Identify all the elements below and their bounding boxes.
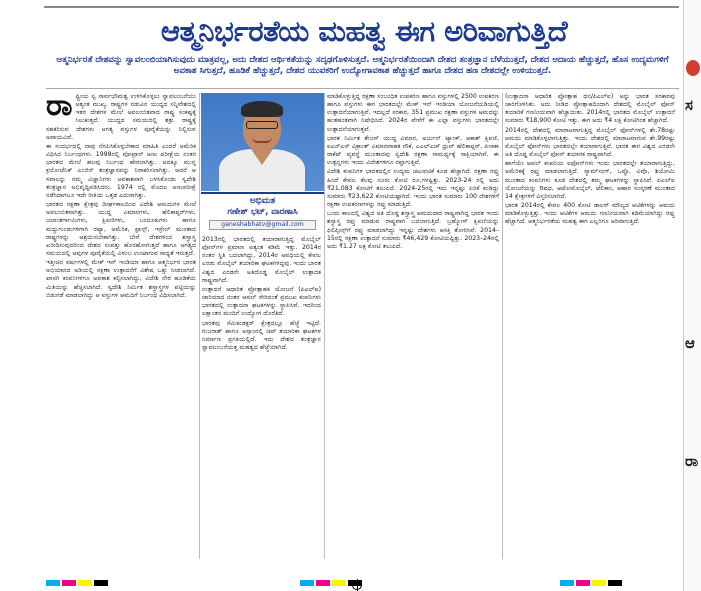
print-color-bar	[0, 578, 701, 588]
column-divider	[324, 93, 325, 559]
article-column-2	[202, 236, 321, 558]
adjacent-article-red-graphic	[686, 60, 700, 76]
swatch-magenta	[576, 580, 590, 586]
article-column-3	[327, 93, 499, 559]
swatch-cyan	[300, 580, 314, 586]
column-divider	[502, 93, 503, 559]
author-email[interactable]: ganeshabhatv@gmail.com	[209, 220, 316, 230]
paragraph: ಹಾಗೆಯೇ ಆಪಲ್ ಕಂಪನಿಯ ಐಫೋನ್‌ಗಳು ಇಂದು ಭಾರತದಲ್ಲೇ ತಯಾರಾಗುತ್ತಿದ್ದು, ಅಮೆರಿಕಕ್ಕೆ ರಫ್ತು ಮಾಡಲಾಗುತ್ತಿದೆ. ಸ್ಯಾಮ್‌ಸಂಗ್, ಒಪ್ಪೊ, ವಿವೊ, ಶಿಯೋಮಿ ಮುಂತಾದ ಕಂಪನಿಗಳು ಕೂಡ ದೇಶದಲ್ಲಿ ತಮ್ಮ ಘಟಕಗಳನ್ನು ಸ್ಥಾಪಿಸಿವೆ. ಪಿಎಲ್‌ಐ ಯೋಜನೆಯನ್ನು ಔಷಧ, ಆಟೋಮೊಬೈಲ್, ಟೆಲಿಕಾಂ, ಆಹಾರ ಸಂಸ್ಕರಣೆ ಮುಂತಾದ 14 ಕ್ಷೇತ್ರಗಳಿಗೆ ವಿಸ್ತರಿಸಲಾಗಿದೆ.	[505, 160, 675, 200]
article-column-1	[46, 93, 196, 559]
paragraph: ಭಾರತ 2014ರಲ್ಲಿ ಕೇವಲ 400 ಕೋಟಿ ಡಾಲರ್ ಮೌಲ್ಯದ ಆಟಿಕೆಗಳನ್ನು ಆಮದು ಮಾಡಿಕೊಳ್ಳುತ್ತಿತ್ತು. ಇಂದು ಆಟಿಕೆಗಳ ಆಮದು ಗಣನೀಯವಾಗಿ ಕಡಿಮೆಯಾಗಿದ್ದು ರಫ್ತು ಹೆಚ್ಚಾಗಿದೆ. ಆತ್ಮನಿರ್ಭರತೆಯ ಮಹತ್ವ ಈಗ ಎಲ್ಲರಿಗೂ ಅರಿವಾಗುತ್ತಿದೆ.	[505, 202, 675, 226]
swatch-magenta	[316, 580, 330, 586]
article-deck: ಆತ್ಮನಿರ್ಭರತೆ ದೇಶವನ್ನು ಸ್ವಾವಲಂಬಿಯಾಗಿಸುವುದು ಮಾತ್ರವಲ್ಲ, ಅದು ದೇಶದ ಆರ್ಥಿಕತೆಯನ್ನು ಸದೃಢಗೊಳಿಸುತ್ತದೆ. ಆತ್ಮನಿರ್ಭರತೆಯಿಂದಾಗಿ ದೇಶದ ತಂತ್ರಜ್ಞಾನ ಬೆಳೆಯುತ್ತದೆ, ದೇಶದ ಆದಾಯ ಹೆಚ್ಚುತ್ತದೆ, ಹೊಸ ಉದ್ಯಮಗಳಿಗೆ ಅವಕಾಶ ಸಿಗುತ್ತದೆ, ಹೂಡಿಕೆ ಹೆಚ್ಚುತ್ತದೆ, ದೇಶದ ಯುವಕರಿಗೆ ಉದ್ಯೋಗಾವಕಾಶ ಹೆಚ್ಚುತ್ತದೆ ಹಾಗೂ ದೇಶದ ಹಣ ದೇಶದಲ್ಲೇ ಉಳಿಯುತ್ತದೆ.	[56, 55, 669, 76]
paragraph: 2013ರಲ್ಲಿ ಭಾರತದಲ್ಲಿ ತಯಾರಾಗುತ್ತಿದ್ದ ಮೊಬೈಲ್ ಫೋನ್‌ಗಳ ಪ್ರಮಾಣ ಅತ್ಯಂತ ಕಡಿಮೆ ಇತ್ತು. 2014ರ ನಂತರ ಸ್ಥಿತಿ ಬದಲಾಗಿದ್ದು, 2014ರ ಅವಧಿಯಲ್ಲಿ ಕೇವಲ ಎರಡು ಮೊಬೈಲ್ ತಯಾರಿಕಾ ಘಟಕಗಳಿದ್ದವು. ಇಂದು ಭಾರತ ವಿಶ್ವದ ಎರಡನೇ ಅತಿದೊಡ್ಡ ಮೊಬೈಲ್ ಉತ್ಪಾದಕ ರಾಷ್ಟ್ರವಾಗಿದೆ.	[202, 236, 321, 284]
author-photo-hairline	[241, 101, 283, 117]
adjacent-text	[684, 114, 701, 334]
swatch-black	[608, 580, 622, 586]
adjacent-heading: ಆ	[685, 334, 695, 352]
author-photo-glasses	[246, 121, 278, 129]
swatch-yellow	[332, 580, 346, 586]
paragraph: ಷ್ಟ್ರೀಯ ಸ್ವ ಸಾರ್ವಭೌಮತ್ವ ಉಳಿಸಿಕೊಳ್ಳಲು ಸ್ವಾವಲಂಬನೆಯು ಅತ್ಯಂತ ಮುಖ್ಯ. ರಾಷ್ಟ್ರಗಳ ನಡುವಿನ ಯುದ್ಧದ ಸನ್ನಿವೇಶದಲ್ಲಿ ಇತರ ದೇಶಗಳ ಮೇಲೆ ಅವಲಂಬಿತವಾದ ರಾಷ್ಟ್ರ ಸಂಕಷ್ಟಕ್ಕೆ ಸಿಲುಕುತ್ತದೆ. ಯುದ್ಧದ ಸಮಯದಲ್ಲಿ ಶತ್ರು ರಾಷ್ಟ್ರಕ್ಕೆ ಸಹಕರಿಸುವ ದೇಶಗಳು ಅಗತ್ಯ ವಸ್ತುಗಳ ಪೂರೈಕೆಯನ್ನು ನಿಲ್ಲಿಸುವ ಅಪಾಯವಿದೆ.	[46, 93, 196, 141]
paragraph: 2014ರಲ್ಲಿ ದೇಶದಲ್ಲಿ ಮಾರಾಟವಾಗುತ್ತಿದ್ದ ಮೊಬೈಲ್ ಫೋನ್‌ಗಳಲ್ಲಿ ಶೇ.78ರಷ್ಟು ಆಮದು ಮಾಡಿಕೊಳ್ಳಲಾಗುತ್ತಿತ್ತು. ಇಂದು ದೇಶದಲ್ಲಿ ಮಾರಾಟವಾಗುವ ಶೇ.99ರಷ್ಟು ಮೊಬೈಲ್ ಫೋನ್‌ಗಳು ಭಾರತದಲ್ಲೇ ತಯಾರಾಗುತ್ತಿವೆ. ಭಾರತ ಈಗ ವಿಶ್ವದ ಎರಡನೇ ಅತಿ ದೊಡ್ಡ ಮೊಬೈಲ್ ಫೋನ್ ತಯಾರಕ ರಾಷ್ಟ್ರವಾಗಿದೆ.	[505, 126, 675, 159]
headline: ಆತ್ಮನಿರ್ಭರತೆಯ ಮಹತ್ವ ಈಗ ಅರಿವಾಗುತ್ತಿದೆ	[160, 14, 568, 48]
registration-mark	[352, 580, 362, 590]
author-photo	[201, 93, 324, 191]
swatch-magenta	[62, 580, 76, 586]
paragraph: ಭಾರತದ ರಕ್ಷಣಾ ಕ್ಷೇತ್ರವು ದೀರ್ಘಕಾಲದಿಂದ ವಿದೇಶಿ ಆಮದುಗಳ ಮೇಲೆ ಅವಲಂಬಿತವಾಗಿತ್ತು. ಯುದ್ಧ ವಿಮಾನಗಳು, ಹೆಲಿಕಾಪ್ಟರ್‌ಗಳು, ಜಲಾಂತರ್ಗಾಮಿಗಳು, ಕ್ಷಿಪಣಿಗಳು, ಬಂದೂಕುಗಳು ಹಾಗೂ ಮದ್ದುಗುಂಡುಗಳಿಗಾಗಿ ರಷ್ಯಾ, ಅಮೆರಿಕ, ಫ್ರಾನ್ಸ್, ಇಸ್ರೇಲ್ ಮುಂತಾದ ರಾಷ್ಟ್ರಗಳನ್ನು ಆಶ್ರಯಿಸಬೇಕಾಗಿತ್ತು. ಬೇರೆ ದೇಶಗಳಿಂದ ಶಸ್ತ್ರಾಸ್ತ್ರ ಖರೀದಿಸುವುದರಿಂದ ದೇಶದ ಸಂಪತ್ತು ಹೊರಹೋಗುತ್ತದೆ ಹಾಗೂ ಅಗತ್ಯದ ಸಮಯದಲ್ಲಿ ಅವುಗಳ ಪೂರೈಕೆಯಲ್ಲಿ ವಿಳಂಬ ಉಂಟಾಗುವ ಸಾಧ್ಯತೆ ಇರುತ್ತದೆ.	[46, 201, 196, 257]
swatch-yellow	[592, 580, 606, 586]
adjacent-heading: ರಾ	[685, 452, 699, 470]
swatch-black	[94, 580, 108, 586]
deck-rule	[46, 88, 679, 89]
swatch-cyan	[560, 580, 574, 586]
swatch-yellow	[78, 580, 92, 586]
author-name: ಗಣೇಶ್ ಭಟ್, ವಾರಣಾಸಿ	[227, 207, 298, 217]
author-photo-smile	[252, 137, 272, 143]
paragraph: ಈ ಸಂದರ್ಭದಲ್ಲಿ ನಾವು ನೆನಪಿಸಿಕೊಳ್ಳಬೇಕಾದ ಮಾಹಿತಿ ಎಂದರೆ ಅಮೆರಿಕ ವಿಧಿಸಿದ ನಿರ್ಬಂಧಗಳು. 1998ರಲ್ಲಿ ಪೋಖ್ರಾನ್ ಅಣು ಪರೀಕ್ಷೆಯ ನಂತರ ಭಾರತದ ಮೇಲೆ ಹಲವು ನಿರ್ಬಂಧ ಹೇರಲಾಗಿತ್ತು. ಅದಕ್ಕೂ ಮುನ್ನ ಕ್ರಯೋಜೆನಿಕ್ ಎಂಜಿನ್ ತಂತ್ರಜ್ಞಾನವನ್ನು ನಿರಾಕರಿಸಲಾಗಿತ್ತು. ಆದರೆ ಆ ಸವಾಲನ್ನು ನಮ್ಮ ವಿಜ್ಞಾನಿಗಳು ಅವಕಾಶವಾಗಿ ಬಳಸಿಕೊಂಡು ಸ್ವದೇಶಿ ತಂತ್ರಜ್ಞಾನ ಅಭಿವೃದ್ಧಿಪಡಿಸಿದರು. 1974 ರಲ್ಲಿ ಮೊದಲ ಅಣುಪರೀಕ್ಷೆ ನಡೆಸಿದಾಗಲೂ ಇದೇ ರೀತಿಯ ಒತ್ತಡ ಎದುರಾಗಿತ್ತು.	[46, 142, 196, 199]
paragraph: ಭಾರತ ನಿರ್ಮಿತ ತೇಜಸ್ ಯುದ್ಧ ವಿಮಾನ, ಅರ್ಜುನ್ ಟ್ಯಾಂಕ್, ಆಕಾಶ್ ಕ್ಷಿಪಣಿ, ಐಎನ್‌ಎಸ್ ವಿಕ್ರಾಂತ್ ವಿಮಾನವಾಹಕ ನೌಕೆ, ಎಎಲ್‌ಎಚ್ ಧ್ರುವ್ ಹೆಲಿಕಾಪ್ಟರ್, ಪಿನಾಕಾ ರಾಕೆಟ್ ವ್ಯವಸ್ಥೆ ಮುಂತಾದವು ಸ್ವದೇಶಿ ರಕ್ಷಣಾ ಸಾಮರ್ಥ್ಯಕ್ಕೆ ಸಾಕ್ಷಿಯಾಗಿವೆ. ಈ ಉತ್ಪನ್ನಗಳು ಇಂದು ವಿದೇಶಗಳಿಗೂ ರಫ್ತಾಗುತ್ತಿವೆ.	[327, 134, 499, 167]
paragraph: ಭಾರತವು ಸೆಮಿಕಂಡಕ್ಟರ್ ಕ್ಷೇತ್ರದಲ್ಲೂ ಹೆಜ್ಜೆ ಇಟ್ಟಿದೆ. ಗುಜರಾತ್ ಹಾಗೂ ಅಸ್ಸಾಂನಲ್ಲಿ ಚಿಪ್ ತಯಾರಿಕಾ ಘಟಕಗಳ ನಿರ್ಮಾಣ ಪ್ರಗತಿಯಲ್ಲಿದೆ. ಇದು ದೇಶದ ತಂತ್ರಜ್ಞಾನ ಸ್ವಾವಲಂಬನೆಯತ್ತ ಮಹತ್ವದ ಹೆಜ್ಜೆಯಾಗಿದೆ.	[202, 319, 321, 352]
paragraph: ವಿದೇಶಿ ಕಂಪನಿಗಳ ಭಾರತದಲ್ಲಿನ ಉದ್ಯಮ ಚಟುವಟಿಕೆ ಕೂಡ ಹೆಚ್ಚಾಗಿದೆ. ರಕ್ಷಣಾ ರಫ್ತು ಹಿಂದೆ ಕೇವಲ ಕೆಲವು ನೂರು ಕೋಟಿ ರೂ.ಗಳಷ್ಟಿತ್ತು. 2023-24 ರಲ್ಲಿ ಅದು ₹21,083 ಕೋಟಿಗೆ ತಲುಪಿದೆ. 2024-25ರಲ್ಲಿ ಇದು ಇನ್ನಷ್ಟು ಏರಿಕೆ ಕಂಡಿದ್ದು ಸುಮಾರು ₹23,622 ಕೋಟಿಯಷ್ಟಾಗಿದೆ. ಇಂದು ಭಾರತ ಸುಮಾರು 100 ದೇಶಗಳಿಗೆ ರಕ್ಷಣಾ ಉಪಕರಣಗಳನ್ನು ರಫ್ತು ಮಾಡುತ್ತಿದೆ.	[327, 168, 499, 209]
adjacent-heading: ಸ	[685, 96, 693, 114]
section-label: ಅಭಿಮತ	[201, 192, 324, 206]
adjacent-text	[684, 352, 701, 452]
paragraph: (ಉತ್ಪಾದನಾ ಆಧಾರಿತ ಪ್ರೋತ್ಸಾಹ ಧನ/ಪಿಎಲ್‌ಐ) ಅನ್ನು ಭಾರತ ಸರಕಾರವು ಜಾರಿಗೊಳಿಸಿತು. ಅದು ನೀಡಿದ ಪ್ರೋತ್ಸಾಹದಿಂದಾಗಿ ದೇಶದಲ್ಲಿ ಮೊಬೈಲ್ ಫೋನ್ ತಯಾರಿಕೆ ಗಣನೀಯವಾಗಿ ಹೆಚ್ಚಾಯಿತು. 2014ರಲ್ಲಿ ಭಾರತದ ಮೊಬೈಲ್ ಉತ್ಪಾದನೆ ಸುಮಾರು ₹18,900 ಕೋಟಿ ಇತ್ತು. ಈಗ ಅದು ₹4 ಲಕ್ಷ ಕೋಟಿಗಿಂತ ಹೆಚ್ಚಾಗಿದೆ.	[505, 93, 675, 125]
article-column-4	[505, 93, 675, 559]
paragraph: ಮಾಡಿಕೊಳ್ಳುತ್ತಿದ್ದ ರಕ್ಷಣಾ ಸಂಬಂಧಿತ ಉಪಕರಣ ಹಾಗೂ ವಸ್ತುಗಳಲ್ಲಿ 2500 ಉಪಕರಣ ಹಾಗೂ ವಸ್ತುಗಳು ಈಗ ಭಾರತದಲ್ಲೇ ಮೇಕ್ ಇನ್ ಇಂಡಿಯಾ ಯೋಜನೆಯಡಿಯಲ್ಲಿ ಉತ್ಪಾದನೆಯಾಗುತ್ತಿವೆ. ಇದಲ್ಲದೆ ಸರಕಾರ, 351 ಪ್ರಮುಖ ರಕ್ಷಣಾ ವಸ್ತುಗಳ ಆಮದನ್ನು ಹಂತಹಂತವಾಗಿ ನಿಷೇಧಿಸಿದೆ. 2024ರ ವೇಳೆಗೆ ಈ ಎಲ್ಲಾ ವಸ್ತುಗಳು ಭಾರತದಲ್ಲೇ ಉತ್ಪಾದನೆಯಾಗುತ್ತವೆ.	[327, 93, 499, 133]
author-box	[201, 93, 324, 231]
column-divider	[199, 93, 200, 559]
drop-cap: ರಾ	[46, 93, 73, 123]
paragraph: ಇತ್ತೀಚಿನ ವರ್ಷಗಳಲ್ಲಿ ಮೇಕ್ ಇನ್ ಇಂಡಿಯಾ ಹಾಗೂ ಆತ್ಮನಿರ್ಭರ ಭಾರತ ಅಭಿಯಾನದ ಅಡಿಯಲ್ಲಿ ರಕ್ಷಣಾ ಉತ್ಪಾದನೆಗೆ ವಿಶೇಷ ಒತ್ತು ನೀಡಲಾಗಿದೆ. ಖಾಸಗಿ ಕಂಪನಿಗಳಿಗೂ ಅವಕಾಶ ಕಲ್ಪಿಸಲಾಗಿದ್ದು, ವಿದೇಶಿ ನೇರ ಹೂಡಿಕೆಯ ಮಿತಿಯನ್ನು ಹೆಚ್ಚಿಸಲಾಗಿದೆ. ಸ್ವದೇಶಿ ನಿರ್ಮಿತ ಶಸ್ತ್ರಾಸ್ತ್ರಗಳ ಪಟ್ಟಿಯನ್ನು ಬಿಡುಗಡೆ ಮಾಡಲಾಗಿದ್ದು ಆ ವಸ್ತುಗಳ ಆಮದಿಗೆ ನಿರ್ಬಂಧ ವಿಧಿಸಲಾಗಿದೆ.	[46, 259, 196, 299]
top-rule	[44, 6, 679, 8]
paragraph: ಒಂದು ಕಾಲದಲ್ಲಿ ವಿಶ್ವದ ಅತಿ ದೊಡ್ಡ ಶಸ್ತ್ರಾಸ್ತ್ರ ಆಮದುದಾರ ರಾಷ್ಟ್ರವಾಗಿದ್ದ ಭಾರತ ಇಂದು ಶಸ್ತ್ರಾಸ್ತ್ರ ರಫ್ತು ಮಾಡುವ ರಾಷ್ಟ್ರವಾಗಿ ಬದಲಾಗುತ್ತಿದೆ. ಬ್ರಹ್ಮೋಸ್ ಕ್ಷಿಪಣಿಯನ್ನು ಫಿಲಿಪ್ಪೀನ್ಸ್‌ಗೆ ರಫ್ತು ಮಾಡಲಾಗಿದ್ದು ಇನ್ನಷ್ಟು ದೇಶಗಳು ಆಸಕ್ತಿ ತೋರಿಸಿವೆ. 2014–15ರಲ್ಲಿ ರಕ್ಷಣಾ ಉತ್ಪಾದನೆ ಸುಮಾರು ₹46,429 ಕೋಟಿಯಷ್ಟಿತ್ತು. 2023–24ರಲ್ಲಿ ಅದು ₹1.27 ಲಕ್ಷ ಕೋಟಿ ತಲುಪಿದೆ.	[327, 210, 499, 250]
paragraph: ಉತ್ಪಾದನೆ ಆಧಾರಿತ ಪ್ರೋತ್ಸಾಹಕ ಯೋಜನೆ (ಪಿಎಲ್‌ಐ) ಜಾರಿಯಾದ ನಂತರ ಆಪಲ್ ಸೇರಿದಂತೆ ಪ್ರಮುಖ ಕಂಪನಿಗಳು ಭಾರತದಲ್ಲಿ ಉತ್ಪಾದನಾ ಘಟಕಗಳನ್ನು ಸ್ಥಾಪಿಸಿವೆ. ಇದರಿಂದ ಲಕ್ಷಾಂತರ ಮಂದಿಗೆ ಉದ್ಯೋಗ ದೊರೆತಿದೆ.	[202, 285, 321, 318]
adjacent-article-strip	[683, 0, 701, 591]
swatch-cyan	[46, 580, 60, 586]
